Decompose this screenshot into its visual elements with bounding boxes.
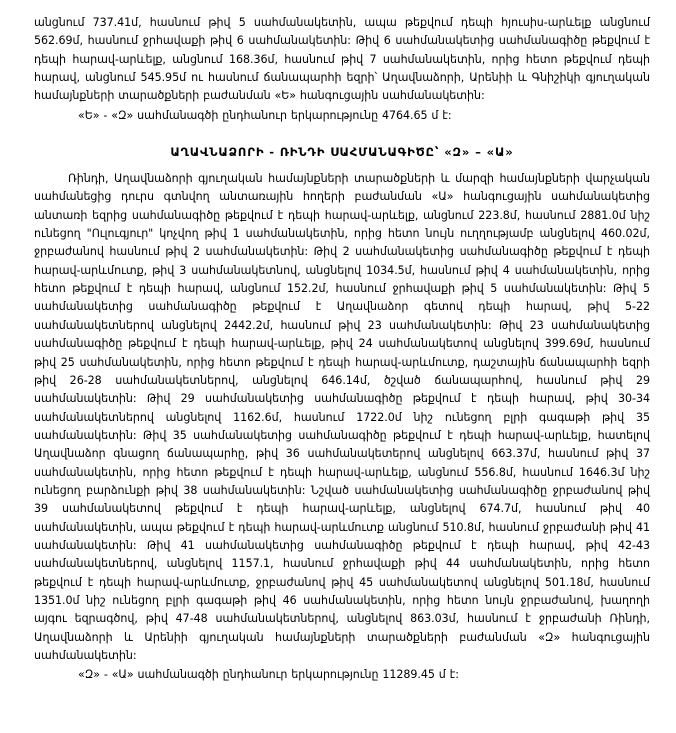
body-paragraph-continued: անցնում 737.41մ, հասնում թիվ 5 սահմանակետին, ապա թեքվում դեպի հյուսիս-արևելք անցնում 562.69մ, հասնում ջրհավաքի թիվ 6 սահմանակետին: Թիվ 6 սահմանակետից սահմանագիծը թեքվում է դեպի հարավ-արևելք, անցնում 168.36մ, հասնում թիվ 7 սահմանակետին, որից հետո թեքվում դեպի հարավ, անցնում 545.95մ ու հասնում ճանապարհի եզրի՝ Աղավնաձորի, Արենիի և Գնիշիկի գյուղական համայնքների տարածքների բաժանման «Ե» հանգուցային սահմանակետին: bbox=[34, 16, 650, 103]
boundary-length-summary-e-z: «Ե» - «Զ» սահմանագծի ընդհանուր երկարությունը 4764.65 մ է: bbox=[78, 108, 452, 122]
section-heading: ԱՂԱՎՆԱՁՈՐԻ - ՌԻՆԴԻ ՍԱՀՄԱՆԱԳԻԾԸ՝ «Զ» – «Ա» bbox=[170, 145, 514, 160]
boundary-length-summary-z-a: «Զ» - «Ա» սահմանագծի ընդհանուր երկարությունը 11289.45 մ է: bbox=[78, 668, 459, 682]
body-paragraph-main: Ռինդի, Աղավնաձորի գյուղական համայնքների տարածքների և մարզի համայնքների վարչական սահմանեցից դուրս գտնվող անտառային հողերի բաժանման «Ա» հանգուցային սահմանակետից անտառի եզրից սահմանագիծը թեքվում է դեպի հարավ-արևելք, անցնում 223.8մ, հասնում 2881.0մ նիշ ունեցող "Ուլուգյուր" կոչվող թիվ 1 սահմանակետին, որից հետո նույն ուղղությամբ անցնելով 460.02մ, ջրբաժանով հասնում թիվ 2 սահմանակետին: Թիվ 2 սահմանակետից սահմանագիծը թեքվում է դեպի հարավ-արևմուտք, թիվ 3 սահմանակետնով, անցնելով 1034.5մ, հասնում թիվ 4 սահմանակետին, որից հետո թեքվում է դեպի հարավ, անցնում 152.2մ, հասնում ջրհավաքի թիվ 5 սահմանակետին: Թիվ 5 սահմանակետից սահմանագիծը թեքվում է Աղավնաձոր գետով դեպի հարավ, թիվ 5-22 սահմանակետներով անցնելով 2442.2մ, հասնում թիվ 23 սահմանակետին: Թիվ 23 սահմանակետից սահմանագիծը թեքվում է դեպի հարավ-արևելք, թիվ 24 սահմանակետով անցնելով 399.69մ, հասնում թիվ 25 սահմանակետին, որից հետո թեքվում է դեպի հարավ-արևմուտք, դաշտային ճանապարհի եզրի թիվ 26-28 սահմանակետներով, անցնելով 646.14մ, ծշված ճանապարհով, հասնում թիվ 29 սահմանակետին: Թիվ 29 սահմանակետից սահմանագիծը թեքվում է դեպի հարավ, թիվ 30-34 սահմանակետներով անցնելով 1162.6մ, հասնում 1722.0մ նիշ ունեցող բլրի գագաթի թիվ 35 սահմանակետին: Թիվ 35 սահմանակետից սահմանագիծը թեքվում է դեպի հարավ-արևելք, հատելով Աղավնաձոր գնացող ճանապարհը, թիվ 36 սահմանակետերով անցնելով 663.37մ, հասնում թիվ 37 սահմանակետին, որից հետո թեքվում է դեպի հարավ-արևելք, անցնում 556.8մ, հասնում 1646.3մ նիշ ունեցող բարձունքի թիվ 38 սահմանակետին: Նշված սահմանակետից սահմանագիծը ջրբաժանով թիվ 39 սահմանակետով թեքվում է դեպի հարավ-արևելք, անցնելով 674.7մ, հասնում թիվ 40 սահմանակետին, ապա թեքվում է դեպի հարավ-արևմուտք անցնում 510.8մ, հասնում ջրբաժանի թիվ 41 սահմանակետին: Թիվ 41 սահմանակետից սահմանագիծը թեքվում է դեպի հարավ, թիվ 42-43 սահմանակետներով, անցնելով 1157.1, հասնում ջրհավաքի թիվ 44 սահմանակետին, որից հետո թեքվում է դեպի հարավ-արևմուտք, ջրբաժանով թիվ 45 սահմանակետով անցնելով 501.18մ, հասնում 1351.0մ նիշ ունեցող բլրի գագաթի թիվ 46 սահմանակետին, որից հետո նույն ջրբաժանով, խաղողի այգու եզրագծով, թիվ 47-48 սահմանակետներով, անցնելով 863.03մ, հասնում է ջրբաժանի Ռինդի, Աղավնաձորի և Արենիի գյուղական համայնքների տարածքների բաժանման «Զ» հանգուցային սահմանակետին: bbox=[34, 172, 650, 662]
